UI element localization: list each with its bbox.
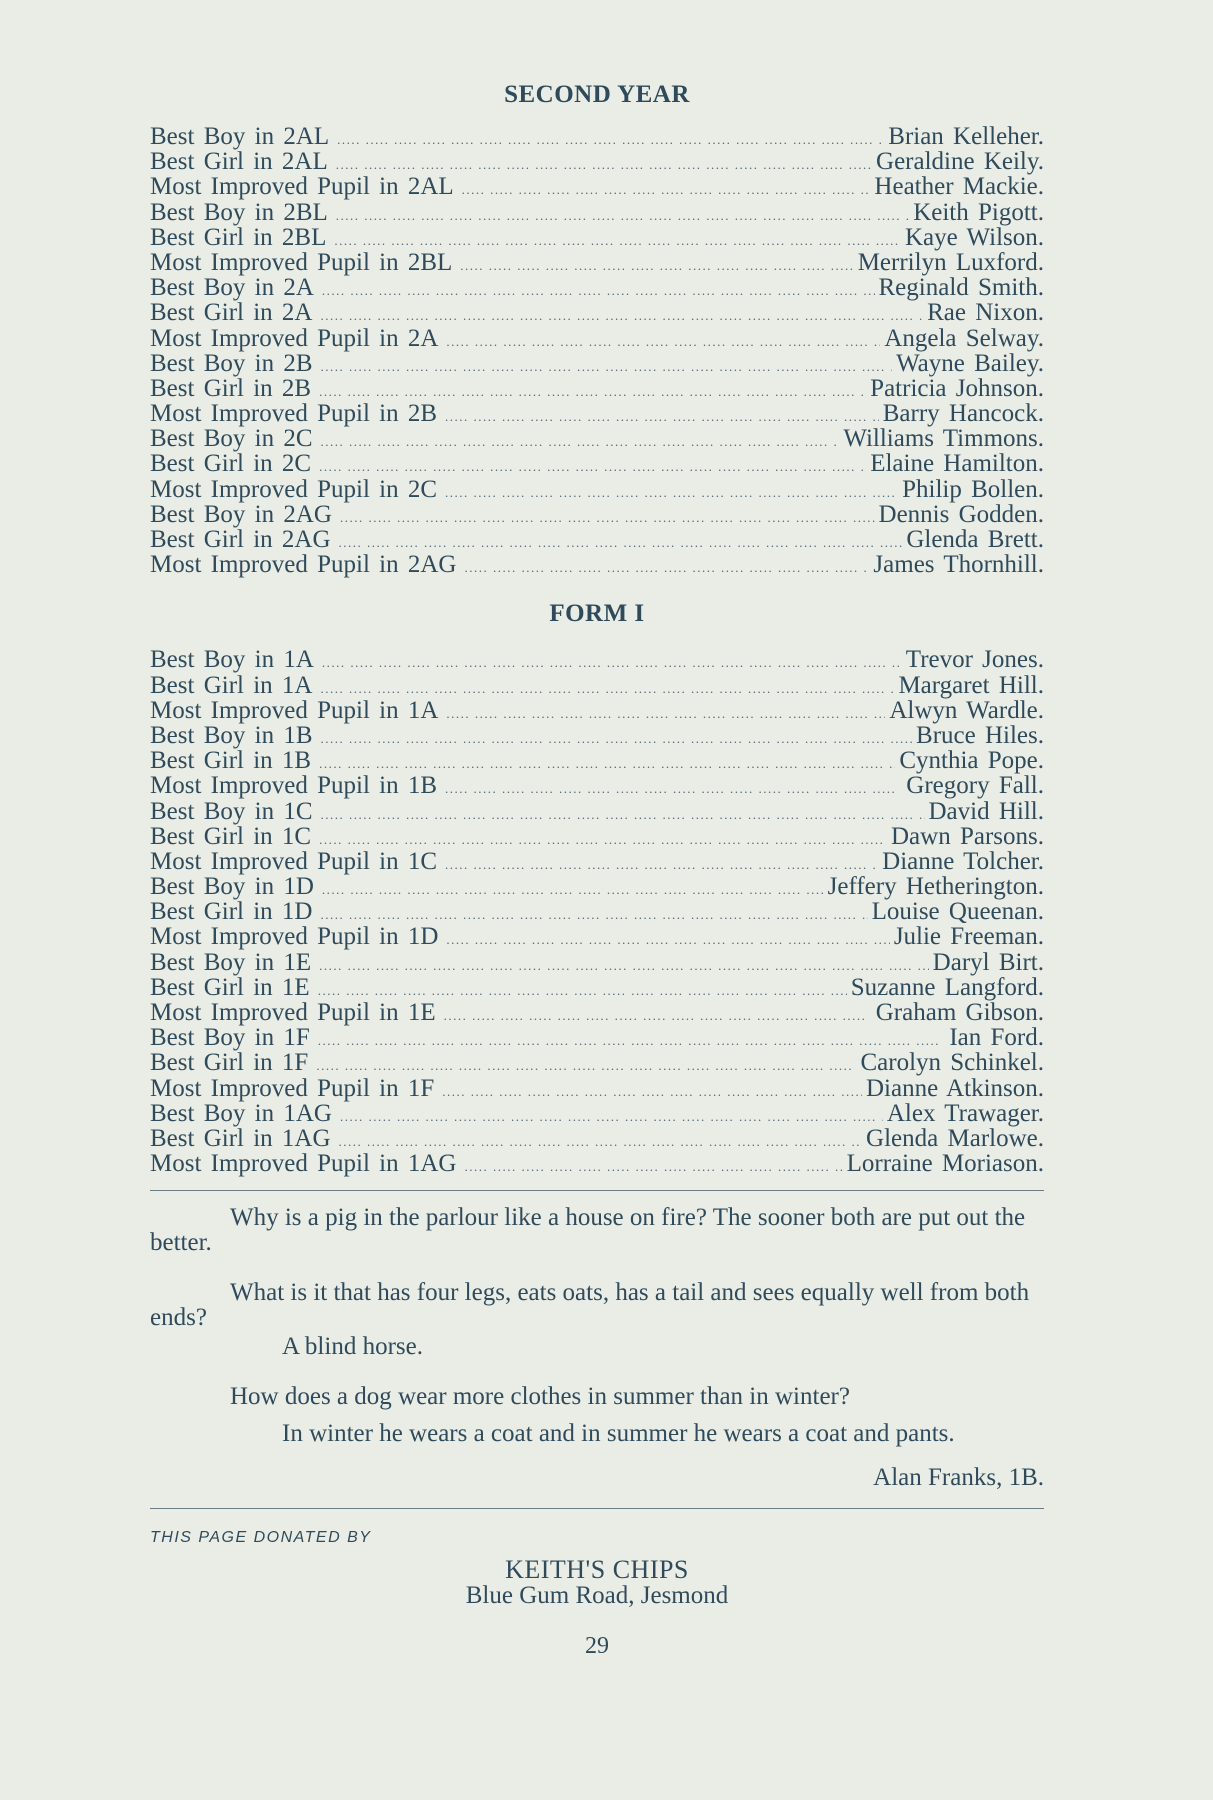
award-recipient: Rae Nixon.: [927, 299, 1044, 327]
dot-leader: [462, 177, 871, 202]
award-row: [150, 250, 1044, 275]
award-title: Most Improved Pupil in 2C: [150, 475, 438, 503]
award-recipient: Daryl Birt.: [932, 948, 1044, 976]
award-title: Most Improved Pupil in 1AG: [150, 1150, 457, 1178]
award-title: Best Girl in 1D: [150, 898, 313, 926]
award-row: [150, 849, 1044, 874]
dot-leader: [337, 127, 884, 152]
award-recipient: Patricia Johnson.: [870, 374, 1044, 402]
award-recipient: Elaine Hamilton.: [870, 450, 1044, 478]
award-title: Most Improved Pupil in 1C: [150, 847, 438, 875]
award-row: [150, 451, 1044, 476]
award-row: [150, 975, 1044, 1000]
award-recipient: Barry Hancock.: [882, 400, 1044, 428]
page-number: 29: [585, 1633, 609, 1660]
award-recipient: Brian Kelleher.: [888, 123, 1044, 150]
dot-leader: [321, 354, 893, 379]
award-row: [150, 477, 1044, 502]
award-row: [150, 149, 1044, 174]
award-recipient: Dianne Tolcher.: [882, 847, 1044, 875]
award-recipient: Ian Ford.: [949, 1024, 1044, 1052]
donated-by-label: THIS PAGE DONATED BY: [150, 1529, 372, 1547]
award-row: [150, 647, 1044, 672]
award-row: [150, 899, 1044, 924]
award-recipient: Jeffery Hetherington.: [827, 873, 1044, 901]
award-row: [150, 950, 1044, 975]
award-title: Best Girl in 2AG: [150, 526, 331, 553]
award-recipient: Dennis Godden.: [878, 500, 1044, 528]
dot-leader: [321, 429, 840, 454]
award-row: [150, 824, 1044, 849]
award-recipient: Kaye Wilson.: [904, 223, 1044, 251]
award-title: Best Girl in 2C: [150, 450, 312, 478]
dot-leader: [340, 1104, 883, 1129]
award-title: Best Boy in 2AL: [150, 123, 330, 150]
award-title: Most Improved Pupil in 1D: [150, 923, 439, 951]
joke-dog-question: How does a dog wear more clothes in summer than in winter?: [230, 1383, 850, 1411]
second-year-heading: SECOND YEAR: [504, 81, 690, 108]
award-row: [150, 225, 1044, 250]
jokes-author: Alan Franks, 1B.: [873, 1464, 1044, 1492]
award-row: [150, 1025, 1044, 1050]
jokes-section: [150, 1205, 1044, 1492]
award-row: [150, 698, 1044, 723]
award-recipient: Williams Timmons.: [843, 425, 1044, 453]
award-row: [150, 723, 1044, 748]
award-title: Most Improved Pupil in 1B: [150, 772, 438, 800]
award-recipient: Alwyn Wardle.: [889, 696, 1044, 724]
award-row: [150, 773, 1044, 798]
dot-leader: [321, 726, 913, 751]
award-title: Best Boy in 1D: [150, 873, 314, 901]
sponsor-name: KEITH'S CHIPS: [505, 1555, 689, 1585]
award-title: Best Girl in 2BL: [150, 223, 327, 251]
yearbook-page: [150, 80, 1044, 1660]
award-row: [150, 174, 1044, 199]
form-one-award-list: [150, 647, 1044, 1176]
award-recipient: Cynthia Pope.: [899, 747, 1044, 775]
award-recipient: Carolyn Schinkel.: [860, 1049, 1044, 1077]
award-recipient: Glenda Marlowe.: [866, 1124, 1044, 1152]
award-recipient: Dawn Parsons.: [891, 822, 1044, 850]
award-recipient: Glenda Brett.: [906, 526, 1044, 553]
joke-pig-question: Why is a pig in the parlour like a house on fire? The sooner both are put out the better.: [150, 1204, 1026, 1257]
dot-leader: [322, 278, 875, 303]
dot-leader: [445, 776, 902, 801]
award-row: [150, 124, 1044, 149]
award-row: [150, 1101, 1044, 1126]
dot-leader: [336, 203, 909, 228]
award-recipient: Dianne Atkinson.: [866, 1074, 1044, 1102]
award-title: Best Girl in 2AL: [150, 148, 328, 176]
award-title: Best Girl in 2B: [150, 374, 312, 402]
award-row: [150, 401, 1044, 426]
award-row: [150, 527, 1044, 552]
award-row: [150, 1000, 1044, 1025]
joke-horse-question: What is it that has four legs, eats oats, has a tail and sees equally well from both ends?: [150, 1279, 1030, 1332]
award-title: Most Improved Pupil in 2B: [150, 400, 438, 428]
award-title: Best Boy in 2C: [150, 425, 313, 453]
award-title: Best Boy in 1F: [150, 1024, 310, 1052]
dot-leader: [322, 650, 902, 675]
award-title: Best Boy in 2BL: [150, 198, 328, 226]
dot-leader: [340, 505, 875, 530]
award-title: Best Girl in 1C: [150, 822, 312, 850]
award-recipient: Lorraine Moriason.: [846, 1150, 1044, 1178]
award-recipient: Merrilyn Luxford.: [857, 248, 1044, 276]
award-title: Best Boy in 1A: [150, 646, 314, 674]
award-title: Best Boy in 1E: [150, 948, 312, 976]
award-row: [150, 552, 1044, 577]
award-recipient: Philip Bollen.: [902, 475, 1044, 503]
award-recipient: Bruce Hiles.: [916, 721, 1044, 749]
award-recipient: Keith Pigott.: [913, 198, 1044, 226]
award-row: [150, 1050, 1044, 1075]
award-recipient: Suzanne Langford.: [850, 973, 1044, 1001]
dot-leader: [460, 253, 853, 278]
award-recipient: Alex Trawager.: [886, 1099, 1044, 1127]
footer-divider: [150, 1508, 1044, 1509]
award-title: Most Improved Pupil in 2AL: [150, 173, 454, 201]
award-recipient: Angela Selway.: [884, 324, 1044, 352]
award-recipient: James Thornhill.: [873, 551, 1044, 579]
award-title: Best Boy in 2AG: [150, 500, 332, 528]
dot-leader: [442, 1079, 862, 1104]
section-divider: [150, 1190, 1044, 1191]
award-title: Best Girl in 1B: [150, 747, 312, 775]
award-recipient: Gregory Fall.: [906, 772, 1044, 800]
award-row: [150, 799, 1044, 824]
award-row: [150, 874, 1044, 899]
award-recipient: David Hill.: [928, 797, 1044, 825]
award-title: Best Girl in 1AG: [150, 1124, 331, 1152]
award-recipient: Graham Gibson.: [875, 999, 1044, 1026]
award-recipient: Julie Freeman.: [893, 923, 1044, 951]
award-row: [150, 673, 1044, 698]
award-title: Best Girl in 1F: [150, 1049, 309, 1077]
award-title: Most Improved Pupil in 2A: [150, 324, 439, 352]
dot-leader: [446, 701, 885, 726]
award-row: [150, 924, 1044, 949]
award-row: [150, 502, 1044, 527]
award-row: [150, 200, 1044, 225]
award-row: [150, 748, 1044, 773]
award-title: Best Girl in 1A: [150, 671, 313, 699]
joke-dog-answer: In winter he wears a coat and in summer he wears a coat and pants.: [282, 1420, 955, 1448]
dot-leader: [445, 480, 898, 505]
joke-horse-answer: A blind horse.: [282, 1333, 423, 1361]
award-row: [150, 300, 1044, 325]
award-row: [150, 1076, 1044, 1101]
dot-leader: [445, 404, 879, 429]
dot-leader: [319, 953, 929, 978]
award-title: Best Boy in 1B: [150, 721, 313, 749]
award-title: Most Improved Pupil in 2AG: [150, 551, 457, 579]
dot-leader: [464, 555, 869, 580]
award-recipient: Reginald Smith.: [878, 274, 1044, 302]
award-row: [150, 426, 1044, 451]
award-title: Best Boy in 2B: [150, 349, 313, 377]
award-row: [150, 1151, 1044, 1176]
award-recipient: Louise Queenan.: [871, 898, 1044, 926]
award-title: Most Improved Pupil in 1A: [150, 696, 439, 724]
award-title: Most Improved Pupil in 2BL: [150, 248, 453, 276]
dot-leader: [464, 1154, 842, 1179]
award-title: Best Boy in 1AG: [150, 1099, 332, 1127]
dot-leader: [444, 1003, 872, 1028]
award-row: [150, 326, 1044, 351]
dot-leader: [445, 852, 878, 877]
award-recipient: Heather Mackie.: [874, 173, 1044, 201]
form-one-heading: FORM I: [549, 600, 645, 628]
award-title: Best Girl in 1E: [150, 973, 310, 1001]
award-row: [150, 275, 1044, 300]
award-recipient: Wayne Bailey.: [896, 349, 1044, 377]
second-year-award-list: [150, 124, 1044, 577]
dot-leader: [446, 329, 880, 354]
award-recipient: Geraldine Keily.: [876, 148, 1044, 176]
award-row: [150, 1126, 1044, 1151]
award-row: [150, 376, 1044, 401]
award-row: [150, 351, 1044, 376]
award-title: Most Improved Pupil in 1F: [150, 1074, 435, 1102]
dot-leader: [446, 927, 889, 952]
award-title: Best Girl in 2A: [150, 299, 313, 327]
award-title: Best Boy in 2A: [150, 274, 314, 302]
award-title: Best Boy in 1C: [150, 797, 313, 825]
award-recipient: Trevor Jones.: [905, 646, 1044, 674]
sponsor-address: Blue Gum Road, Jesmond: [465, 1582, 729, 1610]
dot-leader: [318, 1028, 946, 1053]
dot-leader: [322, 877, 824, 902]
award-recipient: Margaret Hill.: [898, 671, 1044, 699]
dot-leader: [321, 802, 925, 827]
award-title: Most Improved Pupil in 1E: [150, 999, 436, 1026]
